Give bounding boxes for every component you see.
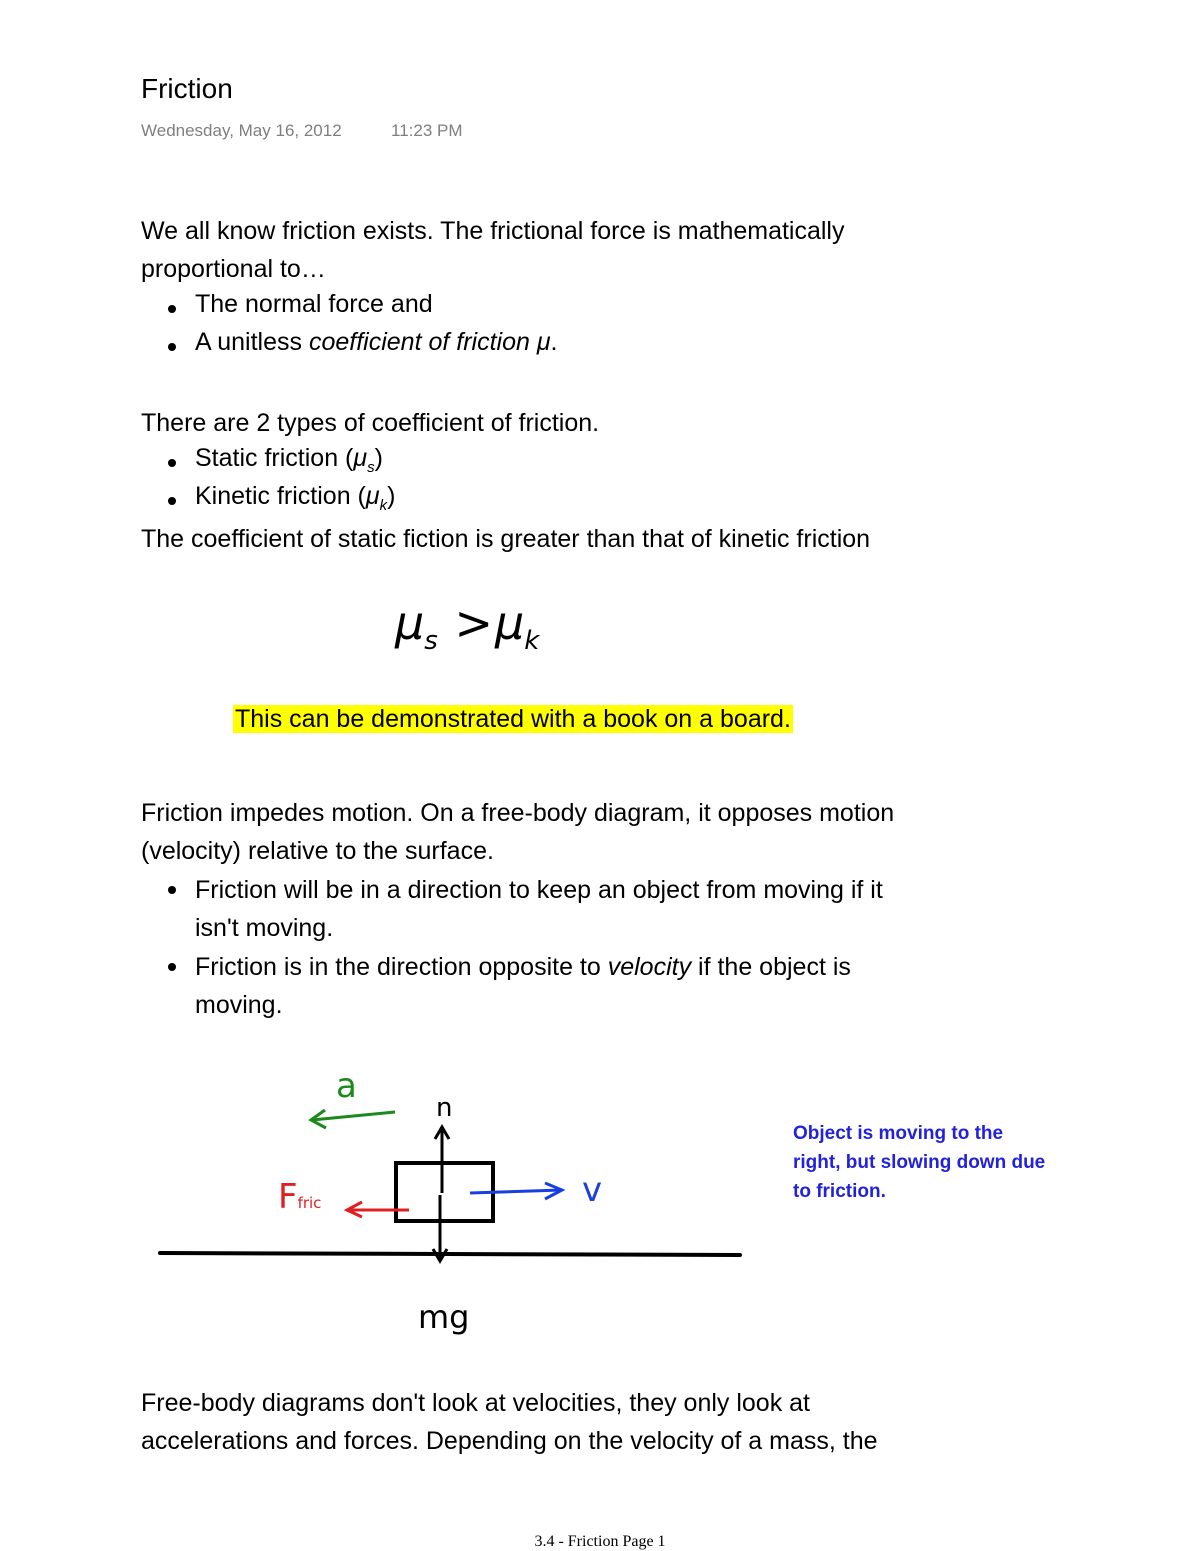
greater-than: > bbox=[454, 596, 493, 650]
velocity-term: velocity bbox=[607, 953, 692, 981]
closing-paragraph bbox=[141, 1384, 878, 1460]
bullet-coefficient: A unitless coefficient of friction μ. bbox=[195, 328, 557, 357]
types-heading: There are 2 types of coefficient of friction. bbox=[141, 409, 600, 437]
diagram-note: Object is moving to the right, but slowing down due to friction. bbox=[793, 1123, 1046, 1202]
closing-line-1: Free-body diagrams don't look at velocities, they only look at bbox=[141, 1389, 811, 1417]
closing-line-2: accelerations and forces. Depending on the velocity of a mass, the bbox=[141, 1427, 878, 1455]
motion-line-2: (velocity) relative to the surface. bbox=[141, 837, 494, 865]
intro-line-2: proportional to… bbox=[141, 255, 326, 283]
bullet-kinetic: Kinetic friction $(\mu_k)$ bbox=[195, 482, 395, 514]
ground-line bbox=[160, 1253, 740, 1255]
bullet-kinetic-direction: Friction is in the direction opposite to velocity if the object is moving. bbox=[195, 948, 851, 1024]
highlight-line: This can be demonstrated with a book on a board. bbox=[235, 705, 791, 733]
mu-k: μ bbox=[495, 596, 525, 650]
velocity-arrow bbox=[470, 1190, 562, 1193]
page-date: Wednesday, May 16, 2012 bbox=[141, 121, 342, 140]
label-normal: n bbox=[436, 1093, 453, 1123]
mu-s: μ bbox=[395, 596, 425, 650]
page-time: 11:23 PM bbox=[391, 121, 463, 140]
bullet-static: Static friction $(\mu_s)$ bbox=[195, 444, 383, 476]
coefficient-term: coefficient of friction μ bbox=[308, 328, 551, 356]
acceleration-arrow bbox=[312, 1112, 395, 1120]
bullet-normal-force: The normal force and bbox=[195, 290, 433, 319]
handwritten-inequality: $\mu_s >\mu_k$ bbox=[395, 596, 540, 657]
label-friction: Ffric bbox=[278, 1177, 322, 1217]
motion-line-1: Friction impedes motion. On a free-body diagram, it opposes motion bbox=[141, 799, 895, 827]
bullet-static-direction: Friction will be in a direction to keep an object from moving if it isn't moving. bbox=[195, 871, 883, 947]
intro-line-1: We all know friction exists. The frictional force is mathematically bbox=[141, 217, 845, 245]
label-acceleration: a bbox=[336, 1066, 357, 1106]
label-velocity: v bbox=[582, 1170, 603, 1210]
comparison-text: The coefficient of static fiction is greater than that of kinetic friction bbox=[141, 525, 871, 553]
page-footer: 3.4 - Friction Page 1 bbox=[534, 1533, 666, 1550]
label-weight: mg bbox=[418, 1298, 470, 1336]
page-title: Friction bbox=[141, 73, 233, 104]
